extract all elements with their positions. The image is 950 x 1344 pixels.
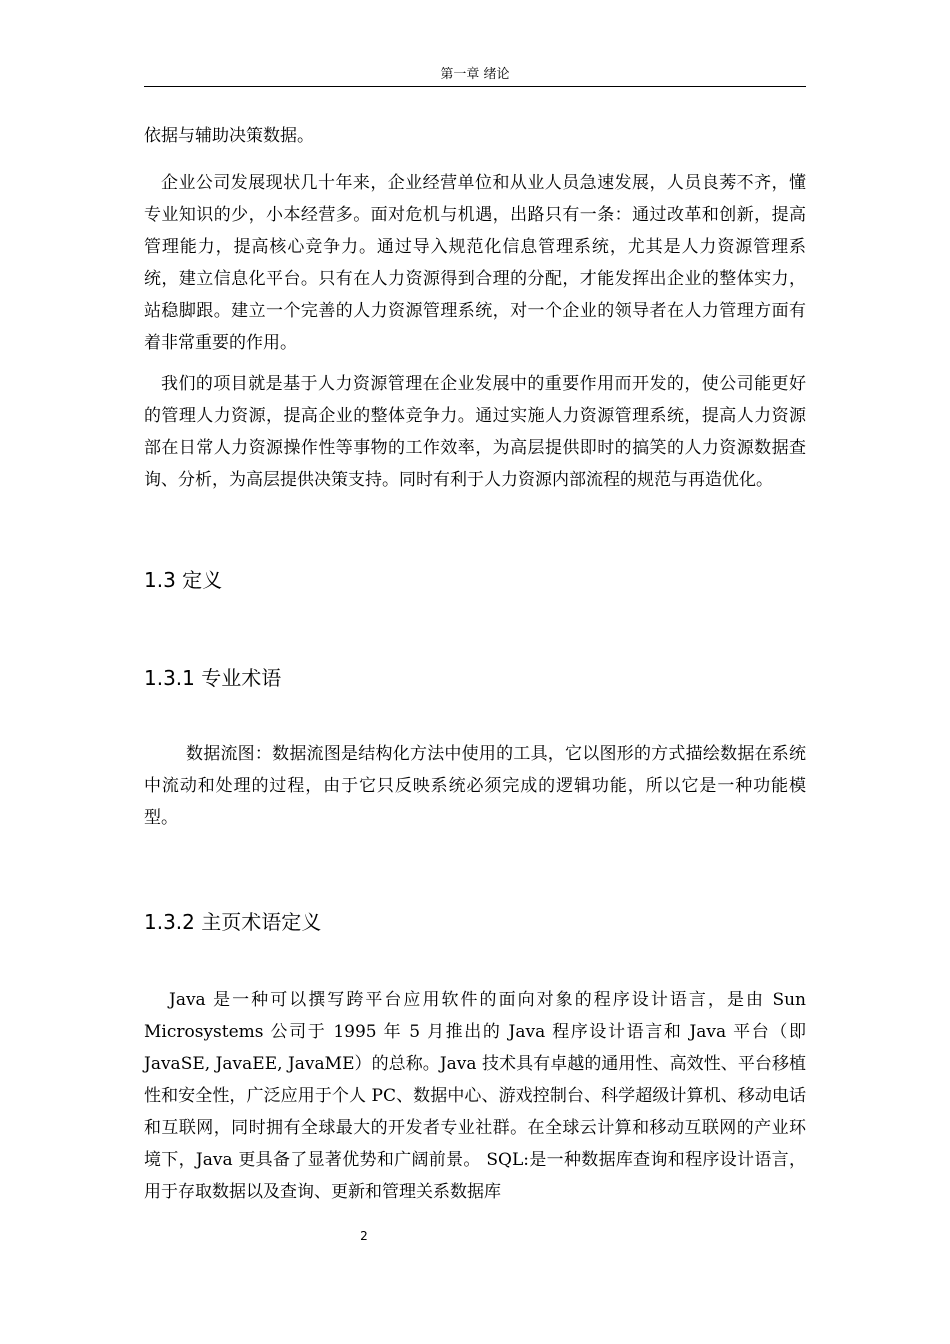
header-rule xyxy=(144,86,806,87)
running-header: 第一章 绪论 xyxy=(440,67,510,82)
page-number: 2 xyxy=(360,1229,368,1243)
paragraph-project-purpose: 我们的项目就是基于人力资源管理在企业发展中的重要作用而开发的，使公司能更好的管理人力资源，提高企业的整体竞争力。通过实施人力资源管理系统，提高人力资源部在日常人力资源操作性等事物的工作效率，为高层提供即时的搞笑的人力资源数据查询、分析，为高层提供决策支持。同时有利于人力资源内部流程的规范与再造优化。 xyxy=(144,374,806,490)
paragraph-data-flow-diagram: 数据流图：数据流图是结构化方法中使用的工具，它以图形的方式描绘数据在系统中流动和处理的过程，由于它只反映系统必须完成的逻辑功能，所以它是一种功能模型。 xyxy=(144,744,806,828)
subsection-heading-homepage-terms: 1.3.2 主页术语定义 xyxy=(144,910,322,934)
section-heading-definitions: 1.3 定义 xyxy=(144,568,223,592)
paragraph-company-development: 企业公司发展现状几十年来，企业经营单位和从业人员急速发展，人员良莠不齐，懂专业知识的少，小本经营多。面对危机与机遇，出路只有一条：通过改革和创新，提高管理能力，提高核心竞争力。通过导入规范化信息管理系统，尤其是人力资源管理系统，建立信息化平台。只有在人力资源得到合理的分配，才能发挥出企业的整体实力，站稳脚跟。建立一个完善的人力资源管理系统，对一个企业的领导者在人力管理方面有着非常重要的作用。 xyxy=(144,173,806,353)
paragraph-java-sql: Java 是一种可以撰写跨平台应用软件的面向对象的程序设计语言，是由 Sun Microsystems 公司于 1995 年 5 月推出的 Java 程序设计语言和 Java 平台（即 JavaSE, JavaEE, JavaME）的总称。Java 技术具有卓越的通用性、高效性、平台移植性和安全性，广泛应用于个人 PC、数据中心、游戏控制台、科学超级计算机、移动电话和互联网，同时拥有全球最大的开发者专业社群。在全球云计算和移动互联网的产业环境下，Java 更具备了显著优势和广阔前景。 SQL:是一种数据库查询和程序设计语言，用于存取数据以及查询、更新和管理关系数据库 xyxy=(144,990,806,1202)
subsection-heading-terminology: 1.3.1 专业术语 xyxy=(144,666,282,690)
paragraph-continuation: 依据与辅助决策数据。 xyxy=(144,126,314,146)
